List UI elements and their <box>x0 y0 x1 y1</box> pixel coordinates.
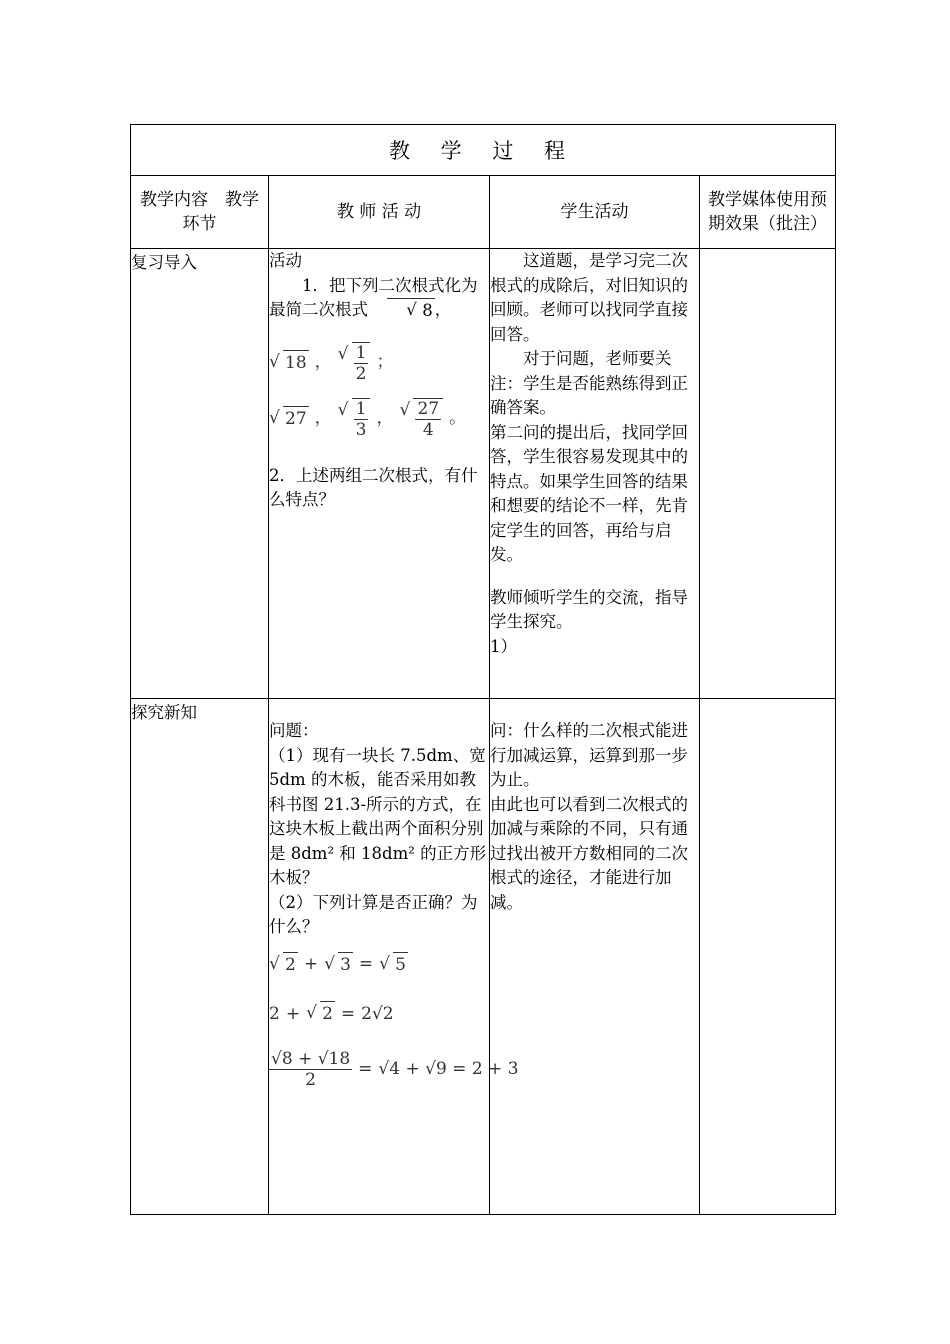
teaching-process-table <box>130 124 836 1215</box>
header-content-stage: 教学内容 教学环节 <box>131 176 269 249</box>
table-title: 教 学 过 程 <box>131 125 836 176</box>
sqrt-expression: √ 8 <box>373 298 435 324</box>
row-label-explore: 探究新知 <box>131 699 269 1215</box>
question-2: 2．上述两组二次根式，有什么特点？ <box>269 465 478 509</box>
question-1: 1．把下列二次根式化为最简二次根式 √ 8 ， <box>269 274 489 324</box>
teacher-activity-review <box>269 249 490 699</box>
header-teacher-activity: 教 师 活 动 <box>269 176 490 249</box>
header-media-notes: 教学媒体使用预期效果（批注） <box>700 176 836 249</box>
activity-heading: 活动 <box>269 251 302 270</box>
sqrt-group-1: √ 18 ， √ $\frac{1}{2}$ ； <box>269 342 394 384</box>
header-student-activity: 学生活动 <box>490 176 700 249</box>
teacher-activity-explore: 问题： （1）现有一块长 7.5dm、宽 5dm 的木板，能否采用如教科书图 21.3-所示的方式，在这块木板上截出两个面积分别是 8dm² 和 18dm² 的正方形木板？ （2）下列计算是否正确？为什么？ √ 2 + √ 3 = √ 5 2 + √ 2 = 2√2 $\frac{√8 + √18}{2}$ = √4 + √9 = 2 + 3 <box>269 699 490 1215</box>
media-notes-review <box>700 249 836 699</box>
problem-1: （1）现有一块长 7.5dm、宽 5dm 的木板，能否采用如教科书图 21.3-所示的方式，在这块木板上截出两个面积分别是 8dm² 和 18dm² 的正方形木板？ <box>269 745 487 887</box>
problem-2: （2）下列计算是否正确？为什么？ <box>269 892 478 936</box>
student-activity-review: 这道题，是学习完二次根式的成除后，对旧知识的回顾。老师可以找同学直接回答。 对于问题，老师要关注：学生是否能熟练得到正确答案。 第二问的提出后，找同学回答，学生很容易发现其中的特点。如果学生回答的结果和想要的结论不一样，先肯定学生的回答，再给与启发。 教师倾听学生的交流，指导学生探究。 1） <box>490 249 700 699</box>
sqrt-group-2: √ 27 ， √ $\frac{1}{3}$ ， √ $\frac{27}{4}$ 。 <box>269 398 467 440</box>
student-activity-explore: 问：什么样的二次根式能进行加减运算，运算到那一步为止。 由此也可以看到二次根式的加减与乘除的不同，只有通过找出被开方数相同的二次根式的途径，才能进行加减。 <box>490 699 700 1215</box>
equation-2: 2 + √ 2 = 2√2 <box>269 1001 489 1027</box>
equation-3: $\frac{√8 + √18}{2}$ = √4 + √9 = 2 + 3 <box>271 1048 519 1090</box>
media-notes-explore <box>700 699 836 1215</box>
equation-1: √ 2 + √ 3 = √ 5 <box>269 952 489 978</box>
row-label-review: 复习导入 <box>131 249 269 699</box>
